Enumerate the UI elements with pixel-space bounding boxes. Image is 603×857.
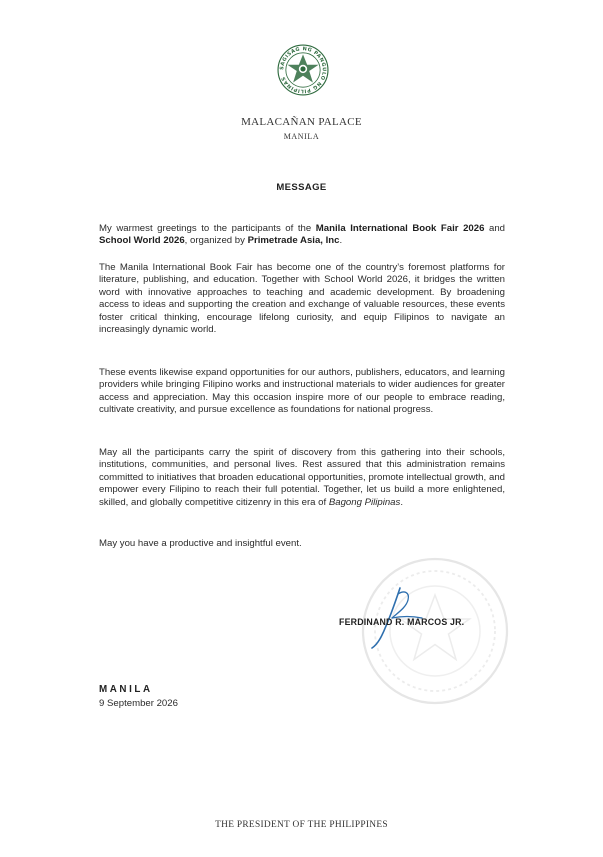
p1-segment: and — [484, 223, 505, 234]
p1-event-name: Manila International Book Fair 2026 — [315, 223, 485, 234]
palace-name: MALACAÑAN PALACE — [241, 116, 362, 128]
footer-title: THE PRESIDENT OF THE PHILIPPINES — [215, 820, 388, 830]
message-title: MESSAGE — [276, 182, 327, 193]
p4-segment: May all the participants carry the spirit of discovery from this gathering into their schools, institutions, communities, and personal lives. Rest assured that this administration remains committed to initiatives that broaden educational opportunities, promote intellectual growth, and empower every Filipino to reach their full potential. Together, let us build a more enlightened, skilled, and globally competitive citizenry in this era of — [99, 447, 505, 508]
paragraph-book-fair: The Manila International Book Fair has become one of the country’s foremost platforms for literature, publishing, and education. Together with School World 2026, it bridges the written word with innovative approaches to teaching and academic development. By broadening access to ideas and supporting the creation and exchange of valuable resources, these events foster critical thinking, encourage lifelong curiosity, and equip Filipinos to navigate an increasingly dynamic world. — [99, 262, 505, 336]
p1-organizer: Primetrade Asia, Inc — [247, 235, 340, 247]
p1-segment: My warmest greetings to the participants of the — [99, 223, 316, 234]
p4-segment: . — [400, 496, 403, 508]
place: MANILA — [99, 684, 153, 695]
paragraph-commitment — [99, 447, 505, 509]
palace-city: MANILA — [283, 132, 320, 141]
p1-segment: , organized by — [184, 235, 248, 247]
signer-name: FERDINAND R. MARCOS JR. — [339, 617, 465, 627]
presidential-seal-icon — [277, 44, 329, 96]
paragraph-opportunities: These events likewise expand opportunities for our authors, publishers, educators, and learning providers while bringing Filipino works and instructional materials to wider audiences for greater access and appreciation. May this occasion inspire more of our people to embrace reading, cultivate creativity, and pursue excellence as foundations for national progress. — [99, 367, 505, 416]
date: 9 September 2026 — [99, 698, 178, 709]
p1-segment: . — [339, 235, 343, 247]
p4-bagong-pilipinas: Bagong Pilipinas — [328, 496, 401, 508]
paragraph-closing: May you have a productive and insightful event. — [99, 538, 302, 549]
paragraph-greeting — [99, 223, 505, 248]
p1-event-name: School World 2026 — [99, 235, 185, 247]
seal-ring-text: SAGISAG NG PANGULO NG PILIPINAS — [279, 46, 327, 94]
